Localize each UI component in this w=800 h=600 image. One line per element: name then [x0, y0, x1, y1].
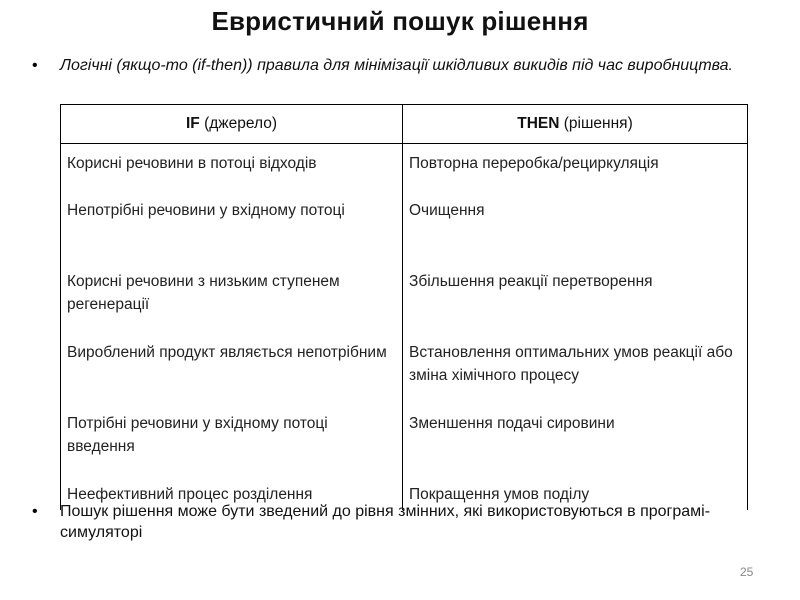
if-item: Вироблений продукт являється непотрібним — [67, 344, 387, 361]
bullet-item-rules — [32, 55, 772, 76]
header-if-keyword: IF — [185, 115, 200, 132]
bullet-dot-icon: • — [32, 503, 38, 520]
header-if-label: (джерело) — [199, 115, 277, 132]
bullet-text: Логічні (якщо-то (if-then)) правила для мінімізації шкідливих викидів під час виробництва. — [60, 57, 733, 74]
rules-table — [60, 104, 748, 510]
then-column — [403, 144, 748, 511]
then-item: Очищення — [409, 202, 485, 219]
bullet-text: Пошук рішення може бути зведений до рівня змінних, які використовуються в програмі-симуляторі — [60, 503, 711, 541]
if-item: Непотрібні речовини у вхідному потоці — [67, 202, 345, 219]
if-item: Корисні речовини в потоці відходів — [67, 155, 317, 172]
if-item: Неефективний процес розділення — [67, 486, 313, 503]
header-then — [403, 105, 748, 144]
bullet-item-simulator — [32, 501, 792, 543]
then-item: Покращення умов поділу — [409, 486, 590, 503]
bullet-dot-icon: • — [32, 57, 38, 74]
then-item: Збільшення реакції перетворення — [409, 273, 653, 290]
table-header-row — [61, 105, 748, 144]
then-item: Зменшення подачі сировини — [409, 415, 615, 432]
page-number: 25 — [740, 565, 754, 579]
then-item: Встановлення оптимальних умов реакції або зміна хімічного процесу — [409, 344, 733, 384]
then-item: Повторна переробка/рециркуляція — [409, 155, 659, 172]
if-item: Потрібні речовини у вхідному потоці введення — [67, 415, 328, 455]
header-then-keyword: THEN — [517, 115, 560, 132]
header-then-label: (рішення) — [559, 115, 633, 132]
header-if — [61, 105, 403, 144]
table-body-row — [61, 144, 748, 511]
if-item: Корисні речовини з низьким ступенем регенерації — [67, 273, 340, 313]
if-column — [61, 144, 403, 511]
slide-title: Евристичний пошук рішення — [211, 6, 589, 36]
